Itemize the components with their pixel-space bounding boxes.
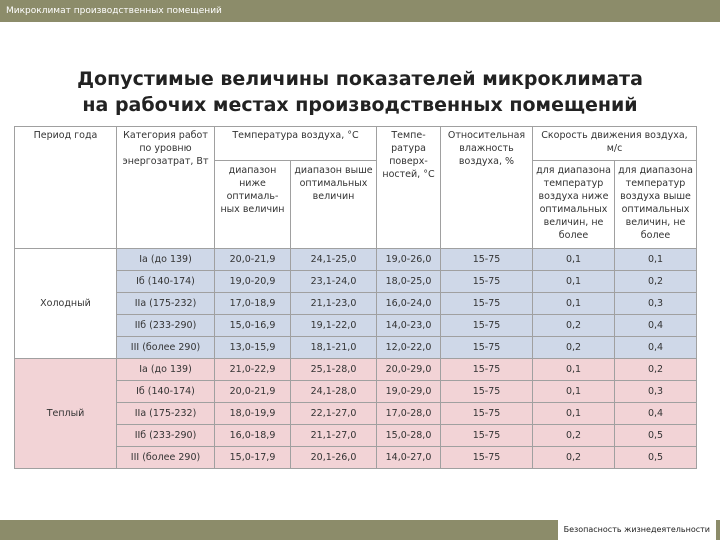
cell-category: III (более 290) [117,447,215,469]
footer-label: Безопасность жизнедеятельности [558,520,716,540]
cell-t-high: 22,1-27,0 [291,403,377,425]
cell-v-low: 0,1 [533,381,615,403]
cell-surface: 14,0-23,0 [377,315,441,337]
table-row [15,403,697,425]
cell-t-low: 18,0-19,9 [215,403,291,425]
cell-t-low: 17,0-18,9 [215,293,291,315]
period-cold: Холодный [15,249,117,359]
cell-category: Iа (до 139) [117,249,215,271]
cell-v-high: 0,2 [615,359,697,381]
cell-category: Iа (до 139) [117,359,215,381]
cell-v-low: 0,1 [533,293,615,315]
cell-humidity: 15-75 [441,337,533,359]
cell-humidity: 15-75 [441,293,533,315]
table-row [15,271,697,293]
cell-category: IIа (175-232) [117,403,215,425]
header-air-temp: Температура воздуха, °С [215,127,377,161]
cell-v-high: 0,4 [615,403,697,425]
table-row [15,249,697,271]
cell-humidity: 15-75 [441,271,533,293]
footer-bar [0,520,720,540]
table-row [15,359,697,381]
cell-humidity: 15-75 [441,425,533,447]
cell-t-low: 15,0-16,9 [215,315,291,337]
cell-category: Iб (140-174) [117,271,215,293]
period-warm: Теплый [15,359,117,469]
slide-title [0,66,720,118]
cell-t-high: 25,1-28,0 [291,359,377,381]
cell-t-low: 19,0-20,9 [215,271,291,293]
header-temp-below: диапазон ниже оптималь-ных величин [215,161,291,249]
header-category: Категория работ по уровню энергозатрат, Вт [117,127,215,249]
header-speed-above: для диапазона температур воздуха выше оптимальных величин, не более [615,161,697,249]
cell-category: IIа (175-232) [117,293,215,315]
cell-category: III (более 290) [117,337,215,359]
cell-v-high: 0,5 [615,425,697,447]
cell-surface: 19,0-29,0 [377,381,441,403]
table-row [15,447,697,469]
cell-humidity: 15-75 [441,403,533,425]
cell-humidity: 15-75 [441,249,533,271]
cell-surface: 15,0-28,0 [377,425,441,447]
cell-surface: 17,0-28,0 [377,403,441,425]
table-row [15,315,697,337]
cell-t-high: 20,1-26,0 [291,447,377,469]
cell-v-high: 0,3 [615,381,697,403]
header-bar [0,0,720,22]
cell-v-low: 0,2 [533,315,615,337]
microclimate-table [14,126,697,469]
cell-t-low: 15,0-17,9 [215,447,291,469]
cell-v-low: 0,1 [533,249,615,271]
cell-v-low: 0,1 [533,403,615,425]
header-temp-above: диапазон выше оптимальных величин [291,161,377,249]
cell-t-low: 21,0-22,9 [215,359,291,381]
cell-t-low: 16,0-18,9 [215,425,291,447]
header-label: Микроклимат производственных помещений [6,6,222,16]
cell-category: IIб (233-290) [117,315,215,337]
cell-t-high: 18,1-21,0 [291,337,377,359]
title-line-2: на рабочих местах производственных помещений [82,94,638,116]
cell-t-low: 20,0-21,9 [215,249,291,271]
cell-t-high: 24,1-28,0 [291,381,377,403]
cell-surface: 14,0-27,0 [377,447,441,469]
cell-t-low: 13,0-15,9 [215,337,291,359]
cell-v-low: 0,1 [533,271,615,293]
cell-humidity: 15-75 [441,447,533,469]
cell-t-low: 20,0-21,9 [215,381,291,403]
cell-v-high: 0,4 [615,315,697,337]
cell-humidity: 15-75 [441,359,533,381]
cell-v-low: 0,2 [533,425,615,447]
cell-v-high: 0,2 [615,271,697,293]
cell-surface: 18,0-25,0 [377,271,441,293]
cell-humidity: 15-75 [441,315,533,337]
cell-v-low: 0,1 [533,359,615,381]
cell-v-high: 0,4 [615,337,697,359]
cell-surface: 20,0-29,0 [377,359,441,381]
cell-v-low: 0,2 [533,447,615,469]
cell-t-high: 19,1-22,0 [291,315,377,337]
header-surface-temp: Темпе-ратура поверх-ностей, °С [377,127,441,249]
header-humidity: Относительная влажность воздуха, % [441,127,533,249]
table-row [15,381,697,403]
cell-surface: 16,0-24,0 [377,293,441,315]
cell-humidity: 15-75 [441,381,533,403]
title-line-1: Допустимые величины показателей микроклимата [77,68,643,90]
header-period: Период года [15,127,117,249]
cell-t-high: 21,1-27,0 [291,425,377,447]
cell-category: IIб (233-290) [117,425,215,447]
table-row [15,425,697,447]
cell-v-low: 0,2 [533,337,615,359]
header-speed-below: для диапазона температур воздуха ниже оптимальных величин, не более [533,161,615,249]
cell-t-high: 23,1-24,0 [291,271,377,293]
cell-category: Iб (140-174) [117,381,215,403]
cell-v-high: 0,5 [615,447,697,469]
cell-t-high: 21,1-23,0 [291,293,377,315]
table-row [15,293,697,315]
header-air-speed: Скорость движения воздуха, м/с [533,127,697,161]
cell-surface: 19,0-26,0 [377,249,441,271]
cell-v-high: 0,3 [615,293,697,315]
table-row [15,337,697,359]
cell-surface: 12,0-22,0 [377,337,441,359]
cell-v-high: 0,1 [615,249,697,271]
cell-t-high: 24,1-25,0 [291,249,377,271]
